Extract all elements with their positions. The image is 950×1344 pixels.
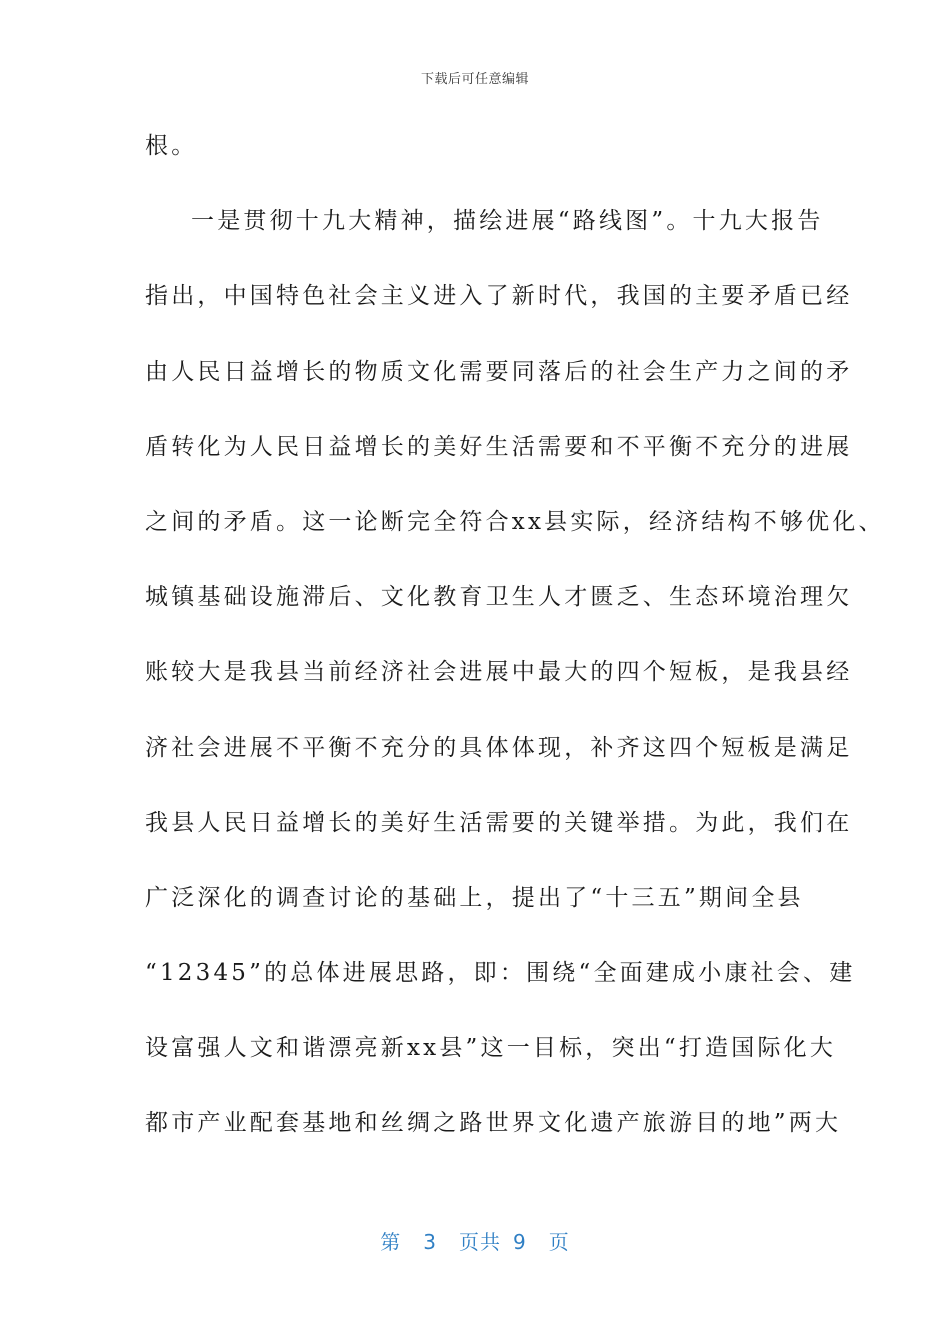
page-number-footer: [0, 1226, 950, 1255]
text-line: 一是贯彻十九大精神，描绘进展“路线图”。十九大报告: [191, 208, 824, 235]
text-line: 账较大是我县当前经济社会进展中最大的四个短板，是我县经: [145, 659, 853, 686]
footer-prefix: 第: [380, 1230, 402, 1254]
text-line: 指出，中国特色社会主义进入了新时代，我国的主要矛盾已经: [145, 283, 853, 310]
footer-suffix: 页: [548, 1230, 570, 1254]
text-line: 盾转化为人民日益增长的美好生活需要和不平衡不充分的进展: [145, 433, 853, 460]
text-line: 广泛深化的调查讨论的基础上，提出了“十三五”期间全县: [145, 884, 804, 911]
text-line: 我县人民日益增长的美好生活需要的关键举措。为此，我们在: [145, 809, 853, 836]
text-line: “12345”的总体进展思路，即：围绕“全面建成小康社会、建: [145, 960, 856, 987]
total-pages-number: 9: [513, 1230, 527, 1254]
current-page-number: 3: [423, 1230, 437, 1254]
body-text: [145, 129, 885, 1182]
text-line: 城镇基础设施滞后、文化教育卫生人才匮乏、生态环境治理欠: [145, 584, 853, 611]
page-header-note: 下载后可任意编辑: [420, 72, 529, 87]
text-line: 都市产业配套基地和丝绸之路世界文化遗产旅游目的地”两大: [145, 1110, 842, 1137]
text-line: 由人民日益增长的物质文化需要同落后的社会生产力之间的矛: [145, 358, 853, 385]
footer-middle: 页共: [459, 1230, 501, 1254]
text-line: 根。: [145, 133, 198, 159]
text-line: 设富强人文和谐漂亮新xx县”这一目标，突出“打造国际化大: [145, 1035, 837, 1062]
text-line: 之间的矛盾。这一论断完全符合xx县实际，经济结构不够优化、: [145, 508, 885, 535]
text-line: 济社会进展不平衡不充分的具体体现，补齐这四个短板是满足: [145, 734, 853, 761]
